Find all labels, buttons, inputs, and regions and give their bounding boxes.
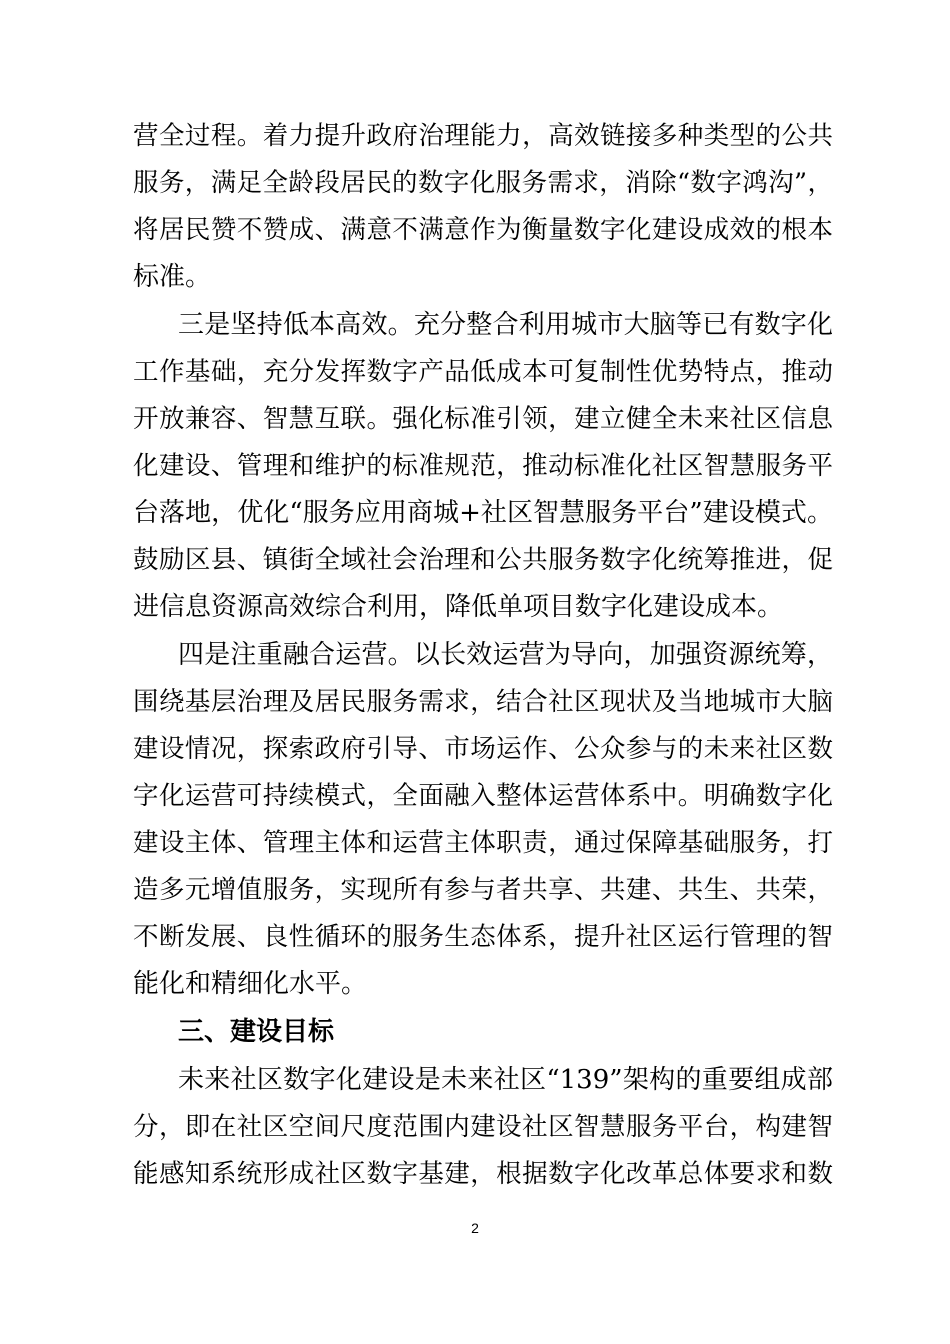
section-heading: 三、建设目标 xyxy=(178,1017,335,1047)
paragraph-3-line-8: 能化和精细化水平。 xyxy=(133,969,368,999)
paragraph-2-line-4: 化建设、管理和维护的标准规范，推动标准化社区智慧服务平 xyxy=(133,451,833,481)
paragraph-3-line-2: 围绕基层治理及居民服务需求，结合社区现状及当地城市大脑 xyxy=(133,687,833,717)
section-paragraph-line-1: 未来社区数字化建设是未来社区“139”架构的重要组成部 xyxy=(178,1065,833,1095)
paragraph-2-line-1: 三是坚持低本高效。充分整合利用城市大脑等已有数字化 xyxy=(178,310,833,340)
paragraph-3-line-5: 建设主体、管理主体和运营主体职责，通过保障基础服务，打 xyxy=(133,828,833,858)
paragraph-2-line-2: 工作基础，充分发挥数字产品低成本可复制性优势特点，推动 xyxy=(133,357,833,387)
paragraph-2-line-3: 开放兼容、智慧互联。强化标准引领，建立健全未来社区信息 xyxy=(133,404,833,434)
paragraph-1-line-1: 营全过程。着力提升政府治理能力，高效链接多种类型的公共 xyxy=(133,121,833,151)
paragraph-2-line-5: 台落地，优化“服务应用商城+社区智慧服务平台”建设模式。 xyxy=(133,498,833,528)
paragraph-1-line-3: 将居民赞不赞成、满意不满意作为衡量数字化建设成效的根本 xyxy=(133,215,833,245)
section-paragraph-line-2: 分，即在社区空间尺度范围内建设社区智慧服务平台，构建智 xyxy=(133,1112,833,1142)
paragraph-3-line-6: 造多元增值服务，实现所有参与者共享、共建、共生、共荣， xyxy=(133,875,833,905)
page-number: 2 xyxy=(471,1220,479,1236)
paragraph-2-line-7: 进信息资源高效综合利用，降低单项目数字化建设成本。 xyxy=(133,592,784,622)
paragraph-1-line-2: 服务，满足全龄段居民的数字化服务需求，消除“数字鸿沟”， xyxy=(133,168,833,198)
paragraph-3-line-7: 不断发展、良性循环的服务生态体系，提升社区运行管理的智 xyxy=(133,922,833,952)
paragraph-3-line-1: 四是注重融合运营。以长效运营为导向，加强资源统筹， xyxy=(178,640,833,670)
section-paragraph-line-3: 能感知系统形成社区数字基建，根据数字化改革总体要求和数 xyxy=(133,1159,833,1189)
paragraph-3-line-3: 建设情况，探索政府引导、市场运作、公众参与的未来社区数 xyxy=(133,734,833,764)
paragraph-2-line-6: 鼓励区县、镇街全域社会治理和公共服务数字化统筹推进，促 xyxy=(133,545,833,575)
paragraph-3-line-4: 字化运营可持续模式，全面融入整体运营体系中。明确数字化 xyxy=(133,781,833,811)
paragraph-1-line-4: 标准。 xyxy=(133,262,212,292)
